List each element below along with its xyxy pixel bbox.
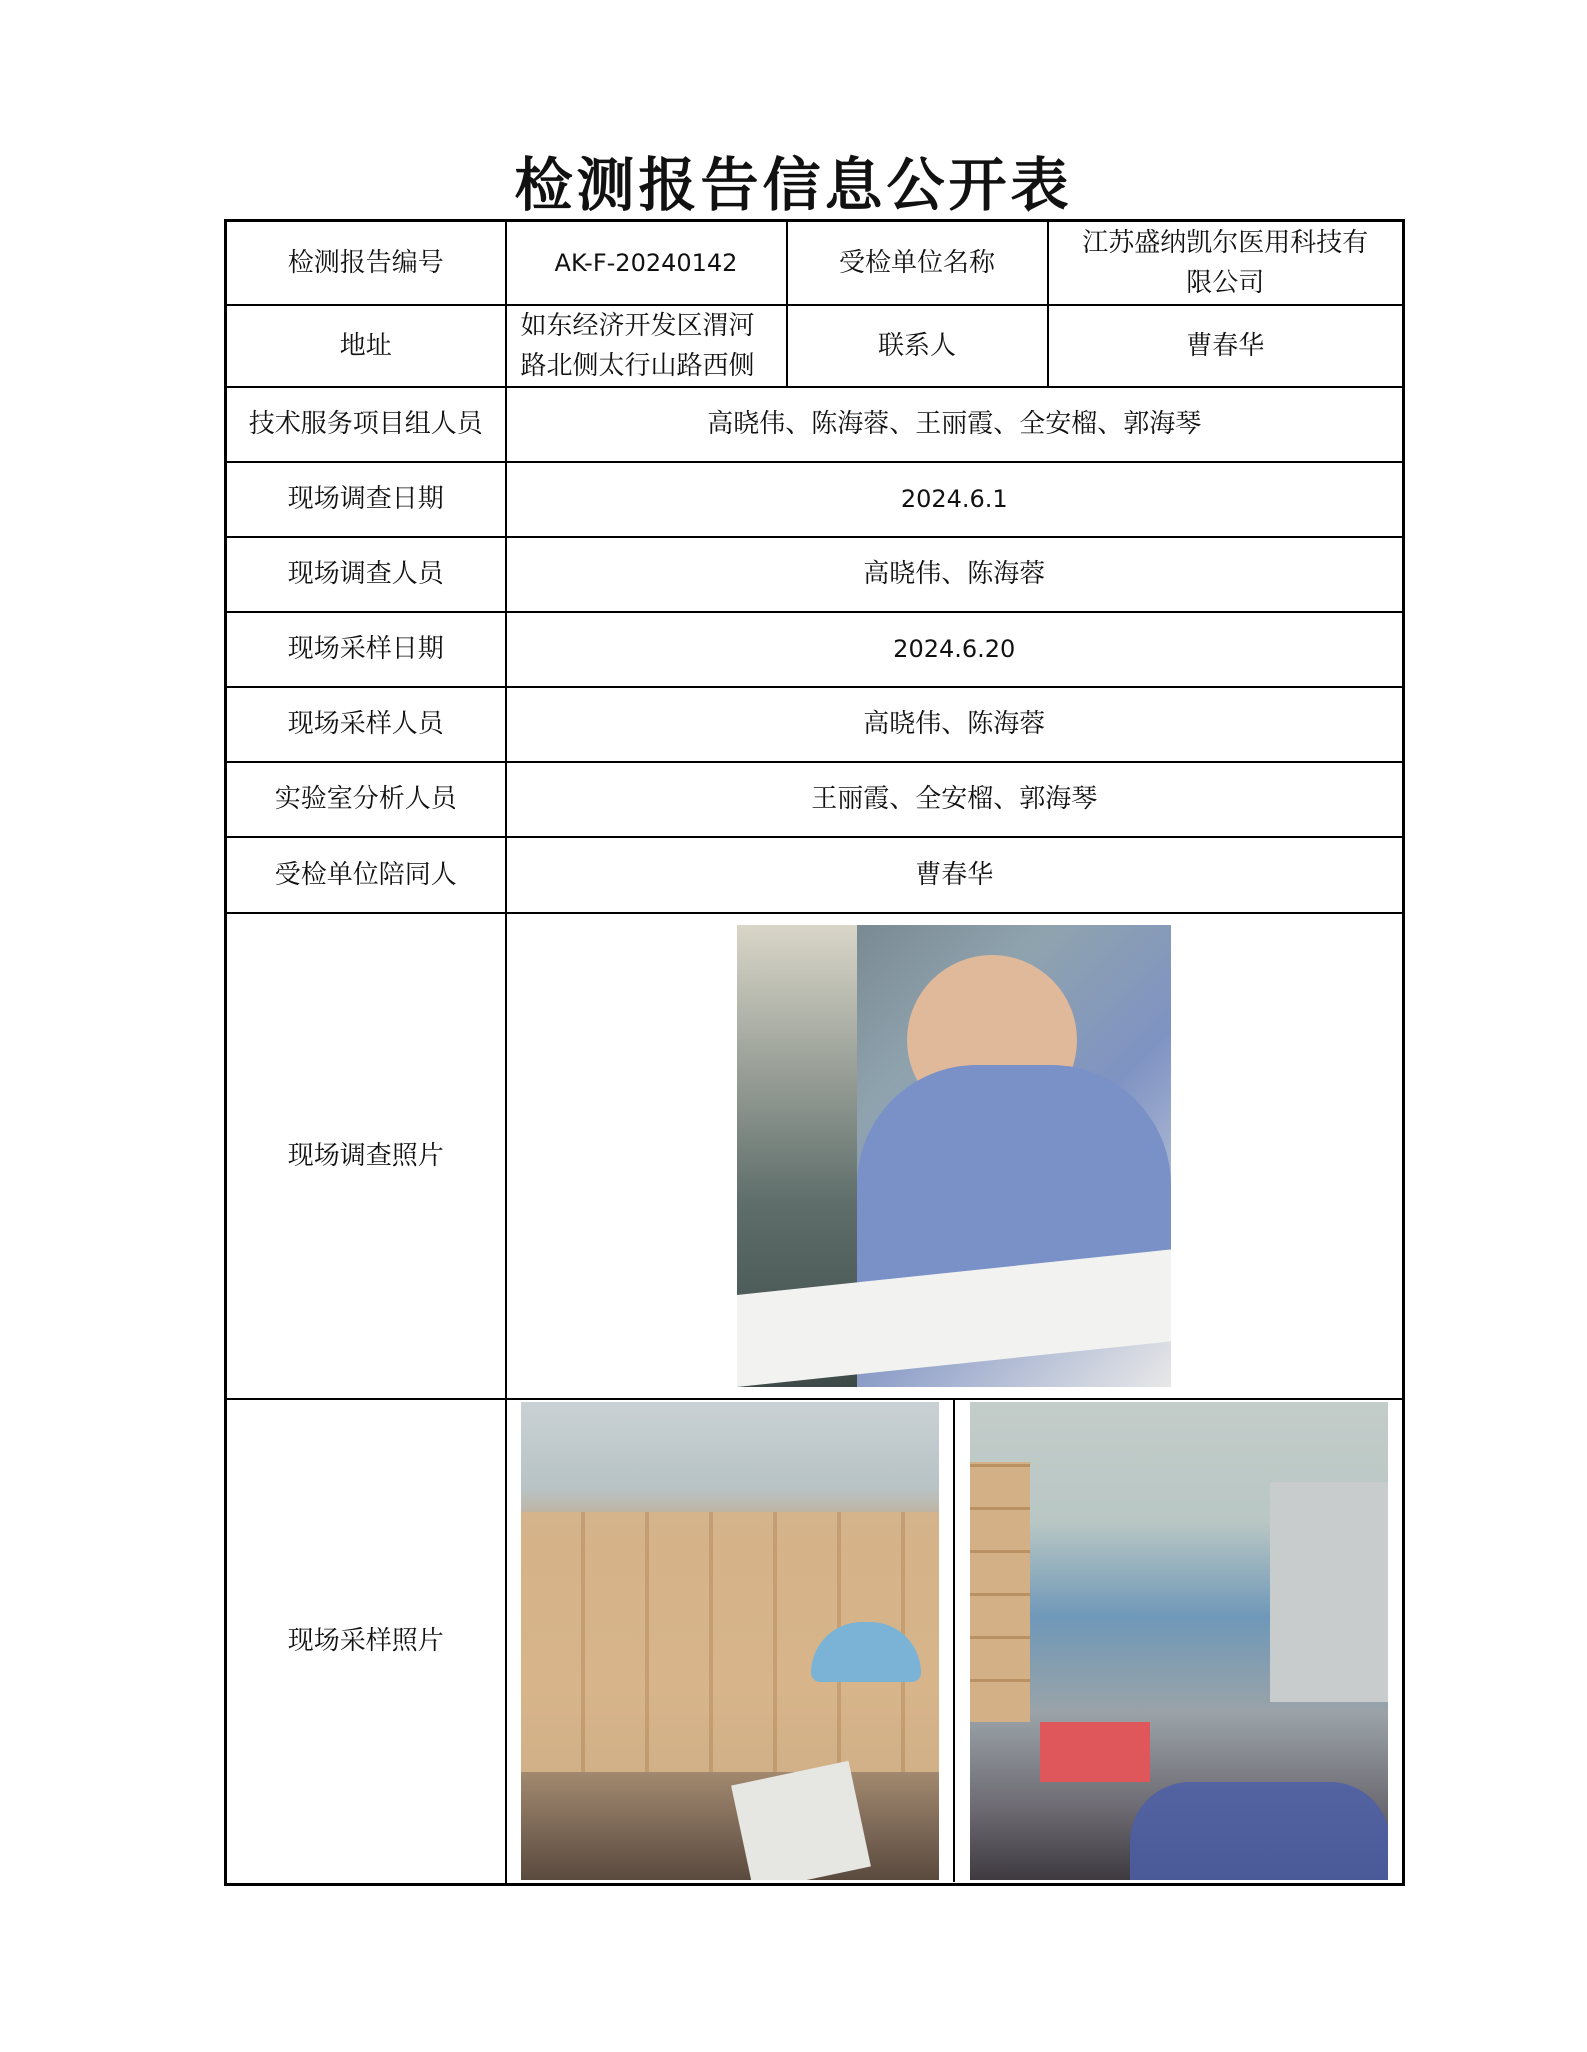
team-label: 技术服务项目组人员 (226, 387, 506, 462)
info-table (224, 219, 1405, 1886)
table-row (226, 913, 1404, 1399)
sampling-date-value: 2024.6.20 (506, 612, 1404, 687)
sampling-staff-value: 高晓伟、陈海蓉 (506, 687, 1404, 762)
survey-staff-value: 高晓伟、陈海蓉 (506, 537, 1404, 612)
report-no-label: 检测报告编号 (226, 221, 506, 305)
unit-label: 受检单位名称 (787, 221, 1048, 305)
sampling-photos (507, 1400, 1403, 1882)
lab-staff-label: 实验室分析人员 (226, 762, 506, 837)
page-title: 检测报告信息公开表 (514, 151, 1073, 219)
escort-value: 曹春华 (506, 837, 1404, 913)
table-row (226, 537, 1404, 612)
team-value: 高晓伟、陈海蓉、王丽霞、全安榴、郭海琴 (506, 387, 1404, 462)
table-row (226, 305, 1404, 387)
table-row (226, 1399, 1404, 1885)
sampling-photo-cell (506, 1399, 1404, 1885)
sampling-photo-2 (970, 1402, 1388, 1880)
table-row (226, 687, 1404, 762)
escort-label: 受检单位陪同人 (226, 837, 506, 913)
contact-label: 联系人 (787, 305, 1048, 387)
contact-value: 曹春华 (1048, 305, 1404, 387)
table-row (226, 762, 1404, 837)
lab-staff-value: 王丽霞、全安榴、郭海琴 (506, 762, 1404, 837)
survey-date-value: 2024.6.1 (506, 462, 1404, 537)
table-row (226, 221, 1404, 305)
survey-photo-label: 现场调查照片 (226, 913, 506, 1399)
survey-photo (737, 925, 1171, 1387)
table-row (226, 612, 1404, 687)
sampling-photo-slot-1 (507, 1400, 954, 1882)
survey-date-label: 现场调查日期 (226, 462, 506, 537)
table-row (226, 837, 1404, 913)
sampling-photo-1 (521, 1402, 939, 1880)
address-value: 如东经济开发区渭河路北侧太行山路西侧 (506, 305, 787, 387)
sampling-date-label: 现场采样日期 (226, 612, 506, 687)
sampling-photo-slot-2 (953, 1400, 1402, 1882)
sampling-staff-label: 现场采样人员 (226, 687, 506, 762)
table-row (226, 387, 1404, 462)
address-label: 地址 (226, 305, 506, 387)
sampling-photo-label: 现场采样照片 (226, 1399, 506, 1885)
report-no-value: AK-F-20240142 (506, 221, 787, 305)
survey-staff-label: 现场调查人员 (226, 537, 506, 612)
survey-photo-cell (506, 913, 1404, 1399)
table-row (226, 462, 1404, 537)
unit-value: 江苏盛纳凯尔医用科技有限公司 (1048, 221, 1404, 305)
